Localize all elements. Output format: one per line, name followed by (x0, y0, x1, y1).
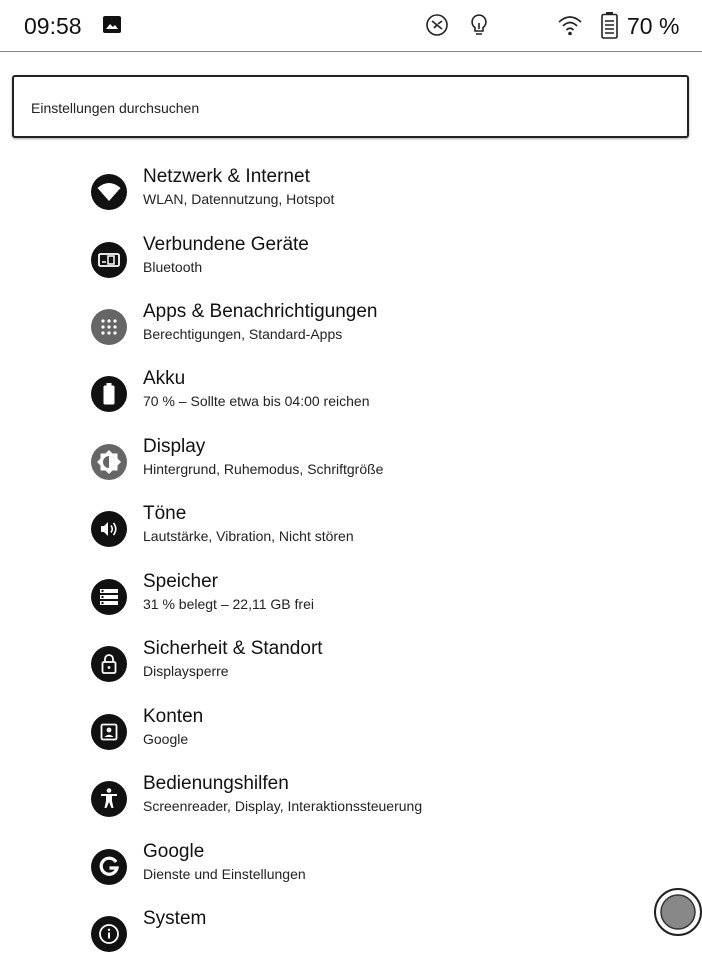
settings-item-subtitle: Hintergrund, Ruhemodus, Schriftgröße (143, 461, 384, 477)
settings-item-storage[interactable] (0, 571, 702, 637)
accessibility-icon (91, 781, 127, 817)
battery-status-icon (601, 12, 618, 39)
devices-icon (91, 242, 127, 278)
search-placeholder: Einstellungen durchsuchen (31, 100, 200, 116)
storage-icon (91, 579, 127, 615)
settings-item-subtitle: Displaysperre (143, 663, 229, 679)
lock-icon (91, 646, 127, 682)
settings-item-title: System (143, 908, 207, 929)
google-icon (91, 849, 127, 885)
settings-item-subtitle: Bluetooth (143, 259, 203, 275)
settings-item-title: Apps & Benachrichtigungen (143, 301, 378, 322)
settings-item-apps[interactable] (0, 301, 702, 367)
lightbulb-icon (466, 12, 492, 38)
settings-item-subtitle: Screenreader, Display, Interaktionssteuerung (143, 798, 423, 814)
settings-item-subtitle: 70 % – Sollte etwa bis 04:00 reichen (143, 393, 370, 409)
settings-item-title: Akku (143, 368, 186, 389)
floating-nav-button[interactable] (654, 888, 702, 936)
settings-item-connected-devices[interactable] (0, 234, 702, 300)
settings-item-battery[interactable] (0, 368, 702, 434)
info-icon (91, 916, 127, 952)
settings-item-subtitle: Dienste und Einstellungen (143, 866, 306, 882)
status-bar (0, 0, 702, 52)
settings-item-title: Bedienungshilfen (143, 773, 289, 794)
settings-item-title: Verbundene Geräte (143, 234, 309, 255)
sync-off-icon (424, 12, 450, 38)
image-notification-icon (103, 16, 121, 33)
settings-item-title: Töne (143, 503, 187, 524)
apps-grid-icon (91, 309, 127, 345)
battery-percent: 70 % (627, 13, 680, 39)
status-time: 09:58 (24, 13, 82, 39)
volume-icon (91, 511, 127, 547)
settings-item-sound[interactable] (0, 503, 702, 569)
settings-item-subtitle: Google (143, 731, 189, 747)
wifi-icon (91, 174, 127, 210)
settings-item-subtitle: Berechtigungen, Standard-Apps (143, 326, 343, 342)
settings-item-accounts[interactable] (0, 706, 702, 772)
settings-item-accessibility[interactable] (0, 773, 702, 839)
wifi-signal-icon (557, 12, 583, 38)
settings-item-title: Sicherheit & Standort (143, 638, 323, 659)
battery-icon (91, 376, 127, 412)
account-icon (91, 714, 127, 750)
settings-item-title: Display (143, 436, 206, 457)
settings-item-system[interactable] (0, 908, 702, 974)
settings-item-title: Konten (143, 706, 204, 727)
settings-item-subtitle: WLAN, Datennutzung, Hotspot (143, 191, 335, 207)
settings-item-security[interactable] (0, 638, 702, 704)
settings-item-title: Netzwerk & Internet (143, 166, 310, 187)
settings-item-title: Google (143, 841, 205, 862)
settings-item-google[interactable] (0, 841, 702, 907)
settings-item-network[interactable] (0, 166, 702, 232)
settings-item-display[interactable] (0, 436, 702, 502)
brightness-icon (91, 444, 127, 480)
settings-item-subtitle: Lautstärke, Vibration, Nicht stören (143, 528, 354, 544)
settings-item-title: Speicher (143, 571, 218, 592)
settings-item-subtitle: 31 % belegt – 22,11 GB frei (143, 596, 314, 612)
settings-search-bar[interactable] (12, 75, 689, 138)
